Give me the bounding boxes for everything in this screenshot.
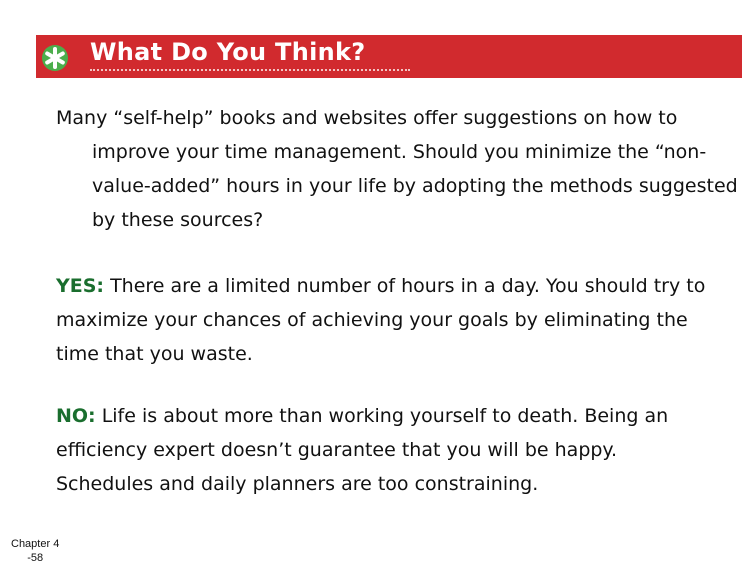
yes-label: YES: <box>56 275 105 297</box>
page-number: -58 <box>27 552 44 564</box>
page-footer <box>11 537 59 565</box>
asterisk-icon <box>40 43 70 73</box>
no-label: NO: <box>56 405 96 427</box>
yes-answer-text: There are a limited number of hours in a day. You should try to maximize your chances of achieving your goals by eliminating the time that you waste. <box>56 275 706 365</box>
question-text: Many “self-help” books and websites offer suggestions on how to improve your time management. Should you minimize the “non-value-added” hours in your life by adopting the methods suggested by these sources? <box>56 107 738 231</box>
yes-answer <box>56 269 716 371</box>
banner-divider <box>90 69 410 71</box>
chapter-label: Chapter 4 <box>11 538 60 550</box>
section-banner <box>36 35 742 78</box>
no-answer-text: Life is about more than working yourself to death. Being an efficiency expert doesn’t guarantee that you will be happy. Schedules and daily planners are too constraining. <box>56 405 669 495</box>
no-answer <box>56 399 716 501</box>
banner-title: What Do You Think? <box>90 38 366 66</box>
